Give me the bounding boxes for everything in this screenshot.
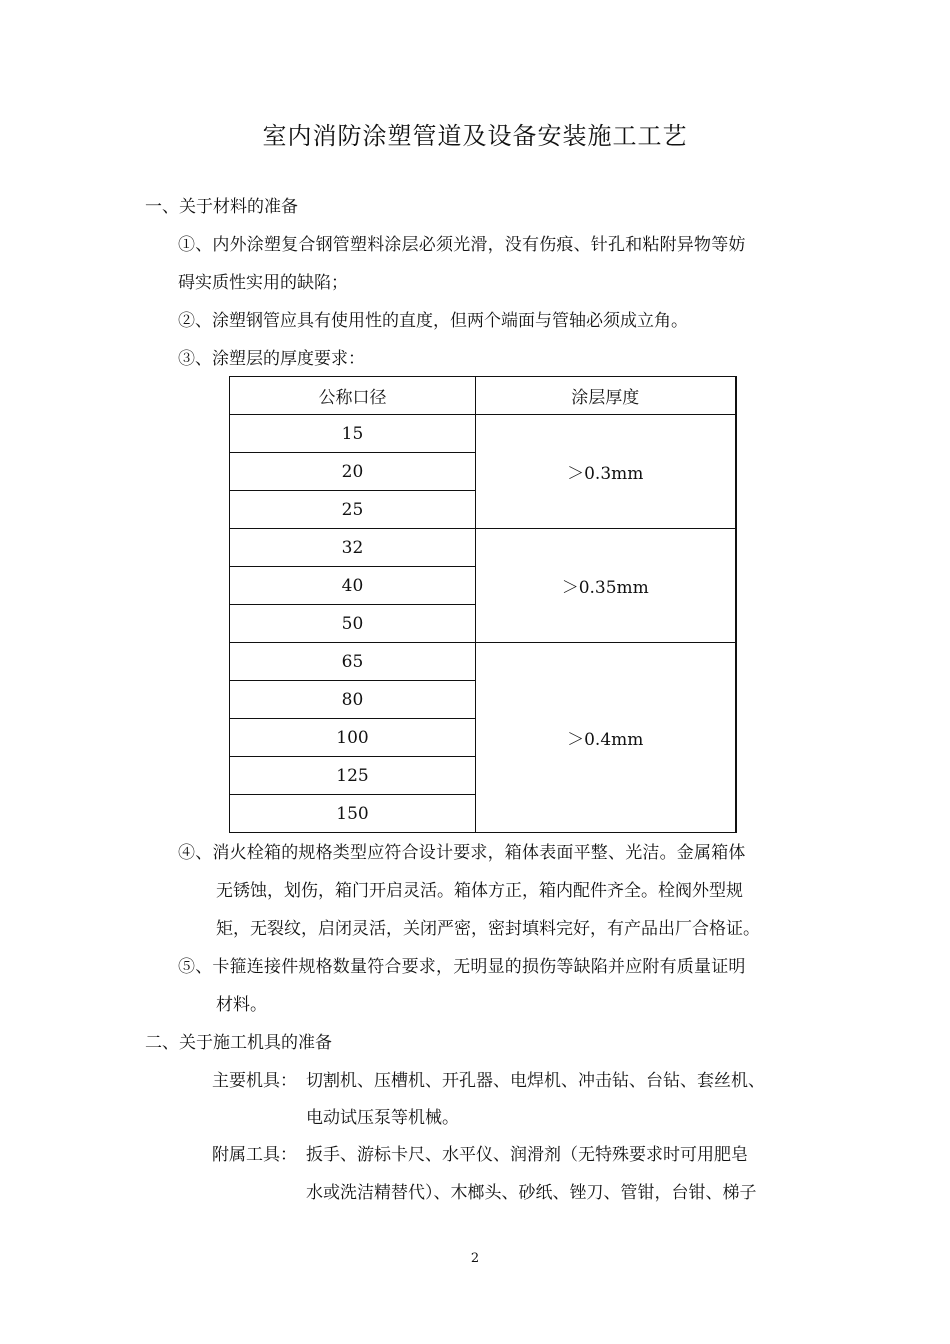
table-cell-diameter: 80	[230, 681, 476, 719]
table-row	[230, 415, 736, 453]
table-cell-diameter: 40	[230, 567, 476, 605]
table-header-thickness: 涂层厚度	[476, 377, 736, 415]
paragraph-line: 无锈蚀，划伤，箱门开启灵活。箱体方正，箱内配件齐全。栓阀外型规	[216, 881, 743, 901]
paragraph-line: ③、涂塑层的厚度要求：	[178, 349, 365, 369]
table-cell-diameter: 20	[230, 453, 476, 491]
aux-tools-label: 附属工具：	[212, 1145, 297, 1165]
paragraph-line: ④、消火栓箱的规格类型应符合设计要求，箱体表面平整、光洁。金属箱体	[178, 843, 746, 863]
table-row	[230, 643, 736, 681]
paragraph-line: 切割机、压槽机、开孔器、电焊机、冲击钻、台钻、套丝机、	[306, 1071, 765, 1091]
main-tools-label: 主要机具：	[212, 1071, 297, 1091]
coating-thickness-table	[229, 376, 737, 833]
page-number: 2	[470, 1251, 480, 1266]
paragraph-line: 扳手、游标卡尺、水平仪、润滑剂（无特殊要求时可用肥皂	[306, 1145, 748, 1165]
table-cell-diameter: 50	[230, 605, 476, 643]
table-header-diameter: 公称口径	[230, 377, 476, 415]
paragraph-line: ⑤、卡箍连接件规格数量符合要求，无明显的损伤等缺陷并应附有质量证明	[178, 957, 746, 977]
paragraph-line: 材料。	[216, 995, 267, 1015]
table-cell-diameter: 65	[230, 643, 476, 681]
table-cell-thickness: ＞0.4mm	[476, 643, 736, 833]
paragraph-line: 电动试压泵等机械。	[306, 1108, 459, 1128]
table-cell-thickness: ＞0.35mm	[476, 529, 736, 643]
paragraph-line: 水或洗洁精替代）、木榔头、砂纸、锉刀、管钳，台钳、梯子	[306, 1183, 757, 1203]
paragraph-line: 矩，无裂纹，启闭灵活，关闭严密，密封填料完好，有产品出厂合格证。	[216, 919, 760, 939]
table-header-row	[230, 377, 736, 415]
table-row	[230, 529, 736, 567]
table-cell-diameter: 32	[230, 529, 476, 567]
document-title: 室内消防涂塑管道及设备安装施工工艺	[262, 122, 688, 150]
paragraph-line: 碍实质性实用的缺陷；	[178, 273, 348, 293]
table-cell-diameter: 150	[230, 795, 476, 833]
paragraph-line: ①、内外涂塑复合钢管塑料涂层必须光滑，没有伤痕、针孔和粘附异物等妨	[178, 235, 746, 255]
table-cell-diameter: 25	[230, 491, 476, 529]
table-cell-diameter: 100	[230, 719, 476, 757]
section-heading-materials: 一、关于材料的准备	[145, 197, 298, 217]
table-cell-diameter: 125	[230, 757, 476, 795]
paragraph-line: ②、涂塑钢管应具有使用性的直度，但两个端面与管轴必须成立角。	[178, 311, 688, 331]
section-heading-tools: 二、关于施工机具的准备	[145, 1033, 332, 1053]
table-cell-diameter: 15	[230, 415, 476, 453]
table-cell-thickness: ＞0.3mm	[476, 415, 736, 529]
